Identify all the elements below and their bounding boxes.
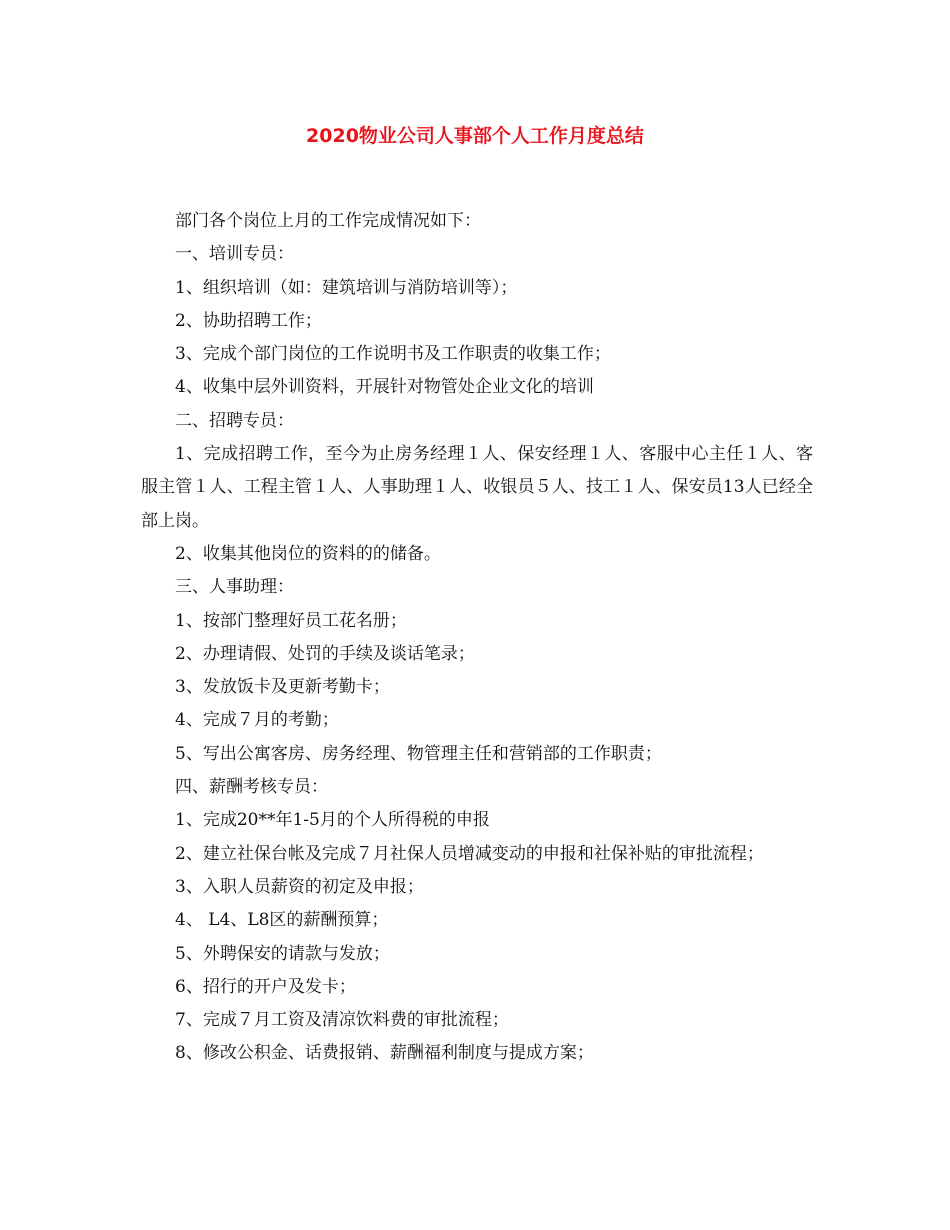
- list-item: 5、写出公寓客房、房务经理、物管理主任和营销部的工作职责；: [175, 743, 662, 764]
- list-item: 2、办理请假、处罚的手续及谈话笔录；: [175, 643, 475, 664]
- list-item: 4、收集中层外训资料，开展针对物管处企业文化的培训: [175, 377, 594, 398]
- list-item: 3、入职人员薪资的初定及申报；: [175, 876, 424, 897]
- document-title: 2020物业公司人事部个人工作月度总结: [306, 125, 644, 147]
- section-heading: 四、薪酬考核专员：: [175, 777, 328, 798]
- section-heading: 三、人事助理：: [175, 577, 294, 598]
- document-body: [141, 205, 813, 1071]
- list-item: 1、按部门整理好员工花名册；: [175, 610, 407, 631]
- list-item: 4、 L4、L8区的薪酬预算；: [175, 910, 389, 931]
- list-item: 1、完成招聘工作，至今为止房务经理１人、保安经理１人、客服中心主任１人、客服主管１人、工程主管１人、人事助理１人、收银员５人、技工１人、保安员13人已经全部上岗。: [141, 444, 813, 531]
- list-item: 7、完成７月工资及清凉饮料费的审批流程；: [175, 1010, 509, 1031]
- list-item: 8、修改公积金、话费报销、薪酬福利制度与提成方案；: [175, 1043, 594, 1064]
- list-item: 6、招行的开户及发卡；: [175, 976, 356, 997]
- section-heading: 一、培训专员：: [175, 244, 294, 265]
- list-item: 2、协助招聘工作；: [175, 310, 322, 331]
- list-item: 4、完成７月的考勤；: [175, 710, 339, 731]
- list-item: 2、收集其他岗位的资料的的储备。: [175, 543, 441, 564]
- paragraph: 部门各个岗位上月的工作完成情况如下：: [175, 211, 481, 231]
- list-item: 3、发放饭卡及更新考勤卡；: [175, 677, 390, 698]
- list-item: 1、组织培训（如：建筑培训与消防培训等）；: [175, 277, 518, 298]
- list-item: 5、外聘保安的请款与发放；: [175, 943, 390, 964]
- section-heading: 二、招聘专员：: [175, 410, 294, 431]
- list-item: 1、完成20**年1-5月的个人所得税的申报: [175, 810, 490, 831]
- list-item: 2、建立社保台帐及完成７月社保人员增减变动的申报和社保补贴的审批流程；: [175, 843, 764, 864]
- list-item: 3、完成个部门岗位的工作说明书及工作职责的收集工作；: [175, 344, 611, 365]
